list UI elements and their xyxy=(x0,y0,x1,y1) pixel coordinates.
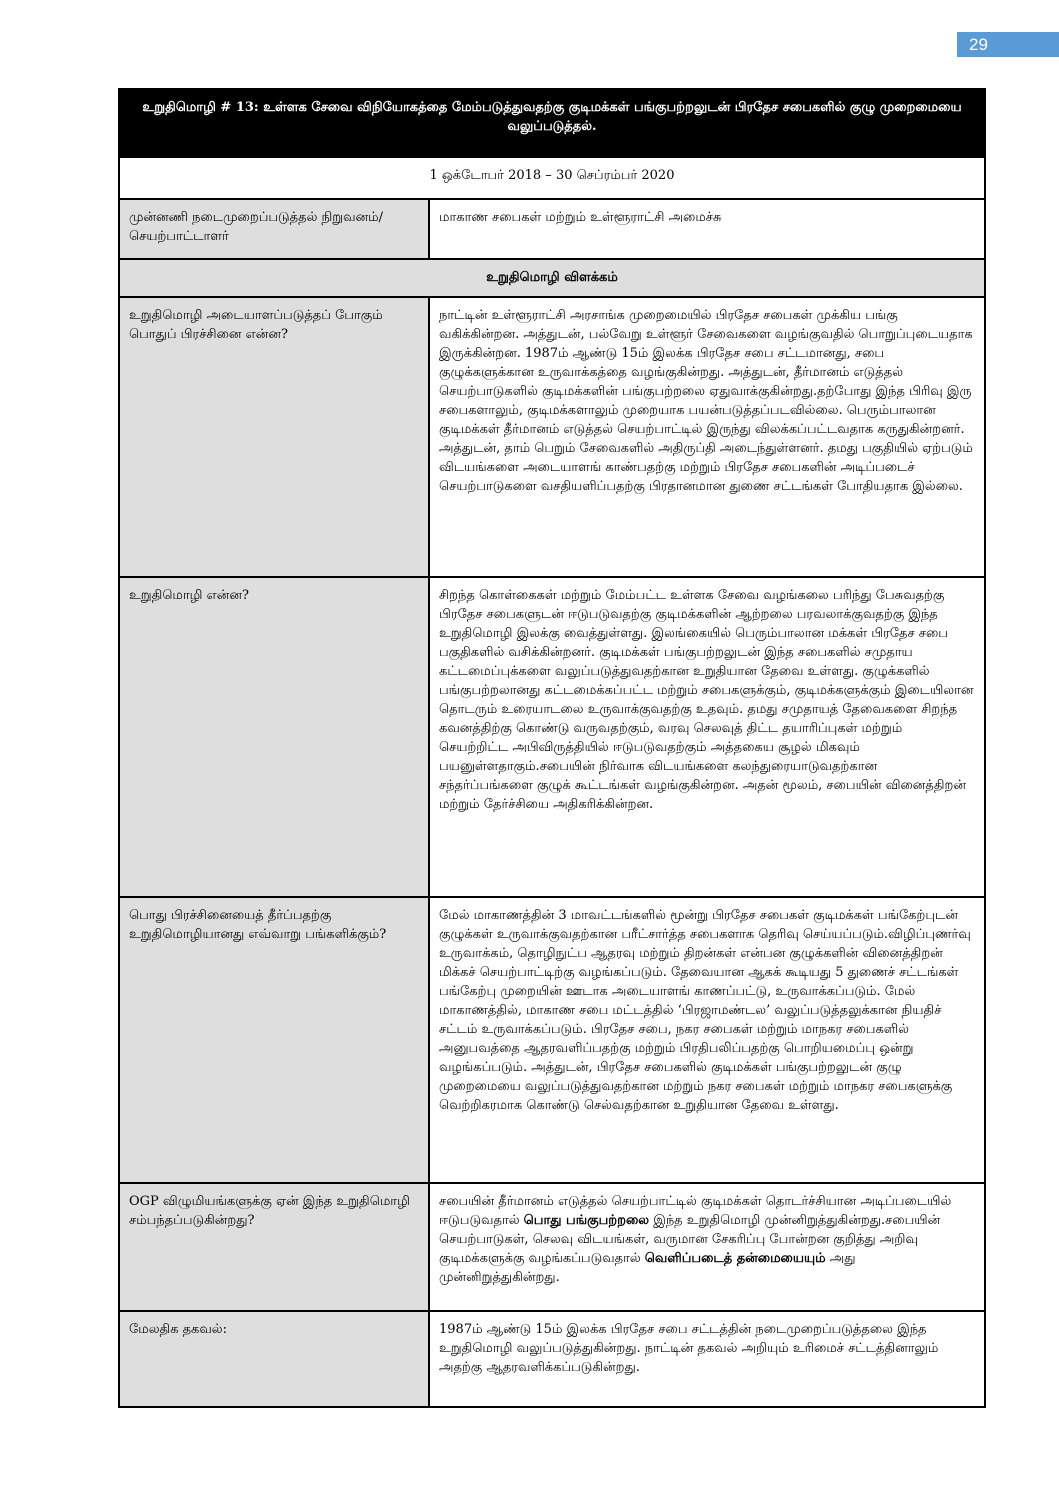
table-row xyxy=(119,1311,985,1407)
row-label: உறுதிமொழி அடையாளப்படுத்தப் போகும் பொதுப் பிரச்சினை என்ன? xyxy=(119,297,429,577)
commitment-title: உறுதிமொழி # 13: உள்ளக சேவை விநியோகத்தை மேம்படுத்துவதற்கு குடிமக்கள் பங்குபற்றலுடன் பிரதேச சபைகளில் குழு முறைமையை வலுப்படுத்தல். xyxy=(119,89,985,157)
row-text: 1987ம் ஆண்டு 15ம் இலக்க பிரதேச சபை சட்டத்தின் நடைமுறைப்படுத்தலை இந்த உறுதிமொழி வலுப்படுத்துகின்றது. நாட்டின் தகவல் அறியும் உரிமைச் சட்டத்தினாலும் அதற்கு ஆதரவளிக்கப்படுகின்றது. xyxy=(429,1311,985,1407)
dates-row xyxy=(119,157,985,199)
text-part: அது முன்னிறுத்துகின்றது. xyxy=(439,1251,856,1285)
page-number: 29 xyxy=(957,32,1059,57)
row-label: உறுதிமொழி என்ன? xyxy=(119,577,429,897)
lead-value: மாகாண சபைகள் மற்றும் உள்ளூராட்சி அமைச்சு xyxy=(429,199,985,259)
table-row xyxy=(119,297,985,577)
lead-label: முன்னணி நடைமுறைப்படுத்தல் நிறுவனம்/செயற்பாட்டாளர் xyxy=(119,199,429,259)
table-row xyxy=(119,1183,985,1311)
row-label: பொது பிரச்சினையைத் தீர்ப்பதற்கு உறுதிமொழியானது எவ்வாறு பங்களிக்கும்? xyxy=(119,897,429,1183)
row-text xyxy=(429,1183,985,1311)
row-label: மேலதிக தகவல்: xyxy=(119,1311,429,1407)
section-row xyxy=(119,259,985,297)
title-row xyxy=(119,89,985,157)
table-row xyxy=(119,577,985,897)
table-row xyxy=(119,897,985,1183)
row-text: மேல் மாகாணத்தின் 3 மாவட்டங்களில் மூன்று பிரதேச சபைகள் குடிமக்கள் பங்கேற்புடன் குழுக்கள் உருவாக்குவதற்கான பரீட்சார்த்த சபைகளாக தெரிவு செய்யப்படும்.விழிப்புணர்வு உருவாக்கம், தொழிநுட்ப ஆதரவு மற்றும் திறன்கள் என்பன குழுக்களின் வினைத்திறன் மிக்கச் செயற்பாட்டிற்கு வழங்கப்படும். தேவையான ஆகக் கூடியது 5 துணைச் சட்டங்கள் பங்கேற்பு முறையின் ஊடாக அடையாளங் காணப்பட்டு, உருவாக்கப்படும். மேல் மாகாணத்தில், மாகாண சபை மட்டத்தில் ‘பிரஜாமண்டல’ வலுப்படுத்தலுக்கான நியதிச் சட்டம் உருவாக்கப்படும். பிரதேச சபை, நகர சபைகள் மற்றும் மாநகர சபைகளில் அனுபவத்தை ஆதரவளிப்பதற்கு மற்றும் பிரதிபலிப்பதற்கு பொறியமைப்பு ஒன்று வழங்கப்படும். அத்துடன், பிரதேச சபைகளில் குடிமக்கள் பங்குபற்றலுடன் குழு முறைமையை வலுப்படுத்துவதற்கான மற்றும் நகர சபைகள் மற்றும் மாநகர சபைகளுக்கு வெற்றிகரமாக கொண்டு செல்வதற்கான உறுதியான தேவை உள்ளது. xyxy=(429,897,985,1183)
lead-row xyxy=(119,199,985,259)
commitment-table xyxy=(118,88,986,1408)
row-text: நாட்டின் உள்ளூராட்சி அரசாங்க முறைமையில் பிரதேச சபைகள் முக்கிய பங்கு வகிக்கின்றன. அத்துடன், பல்வேறு உள்ளூர் சேவைகளை வழங்குவதில் பொறுப்புடையதாக இருக்கின்றன. 1987ம் ஆண்டு 15ம் இலக்க பிரதேச சபை சட்டமானது, சபை குழுக்களுக்கான உருவாக்கத்தை வழங்குகின்றது. அத்துடன், தீர்மானம் எடுத்தல் செயற்பாடுகளில் குடிமக்களின் பங்குபற்றலை ஏதுவாக்குகின்றது.தற்போது இந்த பிரிவு இரு சபைகளாலும், குடிமக்களாலும் முறையாக பயன்படுத்தப்படவில்லை. பெரும்பாலான குடிமக்கள் தீர்மானம் எடுத்தல் செயற்பாட்டில் இருந்து விலக்கப்பட்டவதாக கருதுகின்றனர். அத்துடன், தாம் பெறும் சேவைகளில் அதிருப்தி அடைந்துள்ளனர். தமது பகுதியில் ஏற்படும் விடயங்களை அடையாளங் காண்பதற்கு மற்றும் பிரதேச சபைகளின் அடிப்படைச் செயற்பாடுகளை வசதியளிப்பதற்கு பிரதானமான துணை சட்டங்கள் போதியதாக இல்லை. xyxy=(429,297,985,577)
commitment-dates: 1 ஒக்டோபர் 2018 – 30 செப்ரம்பர் 2020 xyxy=(119,157,985,199)
row-label: OGP விழுமியங்களுக்கு ஏன் இந்த உறுதிமொழி சம்பந்தப்படுகின்றது? xyxy=(119,1183,429,1311)
text-part: சபையின் தீர்மானம் எடுத்தல் செயற்பாட்டில் குடிமக்கள் தொடர்ச்சியான அடிப்படையில் ஈடுபடுவதால் xyxy=(439,1194,952,1228)
emphasis-transparency: வெளிப்படைத் தன்மையையும் xyxy=(644,1251,826,1266)
section-title: உறுதிமொழி விளக்கம் xyxy=(119,259,985,297)
row-text: சிறந்த கொள்கைகள் மற்றும் மேம்பட்ட உள்ளக சேவை வழங்கலை பரிந்து பேசுவதற்கு பிரதேச சபைகளுடன் ஈடுபடுவதற்கு குடிமக்களின் ஆற்றலை பரவலாக்குவதற்கு இந்த உறுதிமொழி இலக்கு வைத்துள்ளது. இலங்கையில் பெரும்பாலான மக்கள் பிரதேச சபை பகுதிகளில் வசிக்கின்றனர். குடிமக்கள் பங்குபற்றலுடன் இந்த சபைகளில் சமுதாய கட்டமைப்புக்களை வலுப்படுத்துவதற்கான உறுதியான தேவை உள்ளது. குழுக்களில் பங்குபற்றலானது கட்டமைக்கப்பட்ட மற்றும் சபைகளுக்கும், குடிமக்களுக்கும் இடையிலான தொடரும் உரையாடலை உருவாக்குவதற்கு உதவும். தமது சமுதாயத் தேவைகளை சிறந்த கவனத்திற்கு கொண்டு வருவதற்கும், வரவு செலவுத் திட்ட தயாரிப்புகள் மற்றும் செயற்றிட்ட அபிவிருத்தியில் ஈடுபடுவதற்கும் அத்தகைய சூழல் மிகவும் பயனுள்ளதாகும்.சபையின் நிர்வாக விடயங்களை கலந்துரையாடுவதற்கான சந்தர்ப்பங்களை குழுக் கூட்டங்கள் வழங்குகின்றன. அதன் மூலம், சபையின் வினைத்திறன் மற்றும் தேர்ச்சியை அதிகரிக்கின்றன. xyxy=(429,577,985,897)
text-part: இந்த உறுதிமொழி முன்னிறுத்துகின்றது.சபையின் செயற்பாடுகள், செலவு விடயங்கள், வருமான சேகரிப்பு போன்றன குறித்து அறிவு குடிமக்களுக்கு வழங்கப்படுவதால் xyxy=(439,1213,941,1266)
emphasis-public-participation: பொது பங்குபற்றலை xyxy=(523,1213,650,1228)
